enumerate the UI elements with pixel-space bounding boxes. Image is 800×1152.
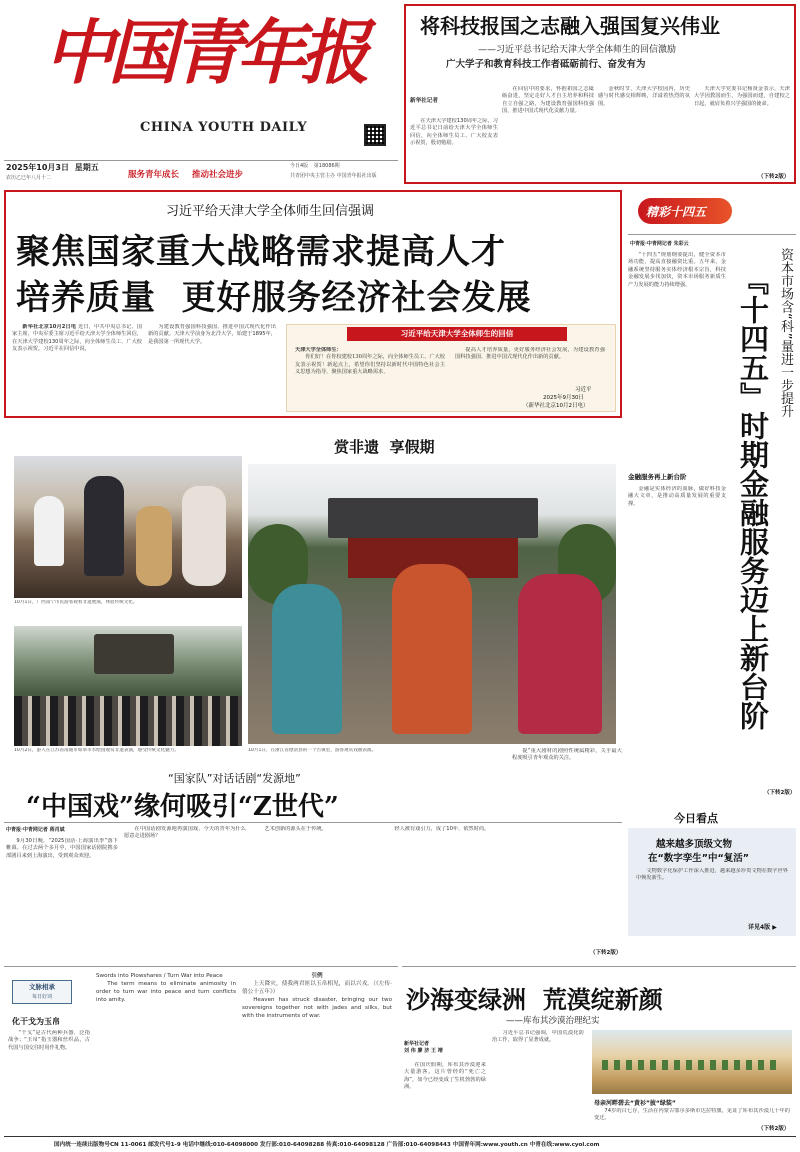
letter-source: （新华社北京10月2日电） <box>523 403 589 409</box>
opera-col-4: 轻人被有戏引力，成了10年、依然时尚。 <box>394 826 490 832</box>
opera-col-1: 9月30日晚，“2025国话·上海演出季”落下帷幕。在过去两个多月中，中国国家话剧院携多部剧目来到上海演出，受到观众欢迎。 <box>6 838 118 859</box>
top-story-box <box>404 4 796 184</box>
desert-col-1: 在国庆假期，库布其沙漠迎来大量游客。这片曾经的“死亡之海”，如今已经变成了生机勃勃的绿洲。 <box>404 1062 486 1091</box>
column-label-2: 每日好词 <box>31 994 52 1000</box>
lunar-date: 农历乙巳年八月十二 <box>6 175 52 181</box>
top-story-byline: 新华社记者 <box>410 98 438 104</box>
slogan-1: 服务青年成长 <box>128 170 180 180</box>
masthead-date <box>6 162 99 173</box>
column-en-body: Swords into Plowshares / Turn War into Peace The term means to eliminate animosity in order to turn war into peace and turn conflicts into amity. <box>96 973 236 1003</box>
sidebar-continued[interactable]: （下转2版） <box>764 790 796 796</box>
today-body: 文物数字化保护工作深入推进，越来越多珍贵文物在数字世界中焕发新生。 <box>636 868 788 882</box>
slogan <box>128 168 243 180</box>
photo-feature-headline: 赏非遗 享假期 <box>334 438 435 456</box>
lead-story-col-2: 为建设教育强国科技强国、推进中国式现代化作出新的贡献。天津大学前身为北洋大学，始建于1895年，是我国第一所现代大学。 <box>148 324 276 345</box>
today-see-page[interactable]: 详见4版 ▶ <box>748 924 777 931</box>
sidebar-byline: 中青报·中青网记者 朱彩云 <box>630 241 689 247</box>
sidebar-logo <box>638 198 732 224</box>
qr-code-icon <box>364 124 386 146</box>
opera-col-2: 在中国话剧发源地再演国戏，今天的青年为什么愿意走进剧场？ <box>124 826 246 840</box>
slogan-2: 推动社会进步 <box>191 170 243 180</box>
footer-rule <box>4 1136 796 1137</box>
desert-continued[interactable]: （下转2版） <box>758 1126 790 1132</box>
today-headline-2: 在“数字孪生”中“复活” <box>648 853 749 864</box>
sidebar-vertical-subhead: 资本市场含“科”量进一步提升 <box>778 248 793 418</box>
masthead-english: CHINA YOUTH DAILY <box>140 120 308 135</box>
photo-caption-2: 10月2日，游人在江苏省南通市如皋市水绘园观赏非遗表演，感受传统文化魅力。 <box>14 748 179 753</box>
footer-info: 国内统一连续出版物号CN 11-0061 邮发代号1-9 电话中继线:010-64098000 发行部:010-64098288 传真:010-64098128 广告部:010-64098443 中国青年网:www.youth.cn 中青在线:www.cyol.com <box>54 1142 600 1148</box>
lead-story-headline-1: 聚焦国家重大战略需求提高人才 <box>16 232 506 272</box>
opera-col-5: 提“重大剧材的剧照性统属精彩，关乎最大程度吸引青年观众的关注。 <box>512 748 622 762</box>
letter-body-1: 天津大学全体师生： 你们好！在你校建校130周年之际，向全体师生员工、广大校友表示祝贺！新起点上，希望你们坚持以新时代中国特色社会主义思想为指导，聚焦国家重大战略需求， <box>295 347 445 376</box>
today-box <box>628 806 796 936</box>
desert-headline: 沙海变绿洲 荒漠绽新颜 <box>406 985 663 1014</box>
opera-continued[interactable]: （下转2版） <box>590 950 622 956</box>
masthead <box>0 0 400 186</box>
weekday: 星期五 <box>74 163 99 172</box>
sidebar-body-2: 金融是实体经济的血脉，做好科技金融大文章，是推动高质量发展的重要支撑。 <box>628 486 726 507</box>
opera-kicker: “国家队”对话话剧“发源地” <box>168 772 301 785</box>
publisher: 共青团中央主管主办 中国青年报社出版 <box>290 173 377 179</box>
photo-nanning-performance <box>14 456 242 598</box>
sidebar-logo-text: 精彩十四五 <box>646 205 707 219</box>
lead-story-kicker: 习近平给天津大学全体师生回信强调 <box>166 204 375 219</box>
opera-byline: 中青报·中青网记者 蒋肖斌 <box>6 827 65 833</box>
column-cn-body: “干戈”是古代两种兵器，泛指战争；“玉帛”指玉器和丝织品，古代国与国交往时用作礼物。 <box>8 1030 90 1051</box>
photo-deqing-opera <box>248 464 616 744</box>
dateline: 新华社北京10月2日电 <box>22 324 77 330</box>
photo-caption-1: 10月1日，广西南宁市民游客观看非遗展演，体验传统文化。 <box>14 600 138 605</box>
photo-rugao-garden <box>14 626 242 746</box>
performer-right <box>518 574 602 734</box>
sidebar-body: “十四五”规划纲要提出，健全资本市场功能，提高直接融资比重。五年来，金融系统坚持服务实体经济根本宗旨，科技金融发展步伐加快，资本市场服务新质生产力发展的能力持续增强。 <box>628 252 726 288</box>
column-mid-title: 引例 <box>311 973 323 979</box>
column-box <box>4 966 398 1134</box>
lead-story-headline-2: 培养质量 更好服务经济社会发展 <box>16 278 532 318</box>
photo-caption-3: 10月1日，在浙江省德清县的一个古镇里，游客观赏戏曲表演。 <box>248 748 377 753</box>
column-en-title: Swords into Plowshares / Turn War into Peace <box>96 973 223 979</box>
opera-col-3: 艺术创新的源头在于传统。 <box>264 826 327 832</box>
lead-story-col-1: 新华社北京10月2日电 近日，中共中央总书记、国家主席、中央军委主席习近平给天津大学全体师生回信，在天津大学建校130周年之际，向全体师生员工、广大校友表示祝贺。习近平在回信中说， <box>12 324 142 353</box>
masthead-rule <box>4 160 398 161</box>
top-story-continued[interactable]: （下转2版） <box>758 174 790 180</box>
top-story-subhead-2: 广大学子和教育科技工作者砥砺前行、奋发有为 <box>446 59 646 70</box>
letter-sign: 习近平 <box>575 387 592 393</box>
top-story-col-2: 在回信中的要求，怀抱祖国之志砥砺奋进，坚定走好人才自主培养和科技自立自强之路，为建设教育强国科技强国，推进中国式现代化贡献力量。 <box>502 86 594 115</box>
desert-col-4: 74岁的白七存，生活在内蒙古鄂尔多斯市达拉特旗，见证了库布其沙漠几十年的变迁。 <box>594 1108 790 1122</box>
letter-greeting: 天津大学全体师生： <box>295 347 342 353</box>
column-badge <box>12 980 72 1004</box>
sidebar-vertical-headline: 『十四五』时期金融服务迈上新台阶 <box>736 266 770 730</box>
top-story-subhead-1: ——习近平总书记给天津大学全体师生的回信激励 <box>478 45 677 55</box>
top-story-col-3: 金秋时节，天津大学校园内，历史感与时代感交相辉映，洋溢着热烈的氛围。 <box>598 86 690 107</box>
desert-story <box>402 966 796 1134</box>
top-story-col-1: 在天津大学建校130周年之际，习近平总书记日前给天津大学全体师生回信，向全体师生员工、广大校友表示祝贺，殷切勉励。 <box>410 118 498 147</box>
desert-byline: 新华社记者 刘 伟 廖 济 王 靖 <box>404 1041 443 1054</box>
letter-date: 2025年9月30日 <box>543 395 584 401</box>
desert-subhead: ——库布其沙漠治理纪实 <box>506 1016 600 1026</box>
desert-col-2: 习近平总书记强调，中国荒漠化防治工作，取得了显著成就。 <box>492 1030 584 1044</box>
lead-story-box <box>4 190 622 418</box>
issue-pages: 今日4版 <box>290 163 309 169</box>
today-headline-1: 越来越多顶级文物 <box>656 839 733 850</box>
photo-feature <box>4 424 622 762</box>
column-title: 化干戈为玉帛 <box>12 1017 60 1026</box>
today-title: 今日看点 <box>674 812 718 825</box>
photo-desert <box>592 1030 792 1094</box>
letter-body-2: 提高人才培养质量，更好服务经济社会发展，为建设教育强国科技强国、推进中国式现代化作出新的贡献。 <box>455 347 605 361</box>
performer-center <box>392 564 472 734</box>
issue-number: 第18086期 <box>313 163 340 169</box>
column-mid: 引例 上天降灾，使我两君匪以玉帛相见，而以兴戎。（《左传·僖公十五年》） Heaven has struck disaster, bringing our two sovereigns together not with jades and silks, but with the instruments of war. <box>242 973 392 1019</box>
desert-subhead-2: 母亲河畔碧去“黄衫”披“绿装” <box>594 1100 676 1107</box>
letter-box <box>286 324 616 412</box>
sidebar-column <box>628 190 796 802</box>
issue-info <box>290 162 340 169</box>
top-story-col-4: 天津大学党委书记杨贤金表示，天津大学因教国而生，为强国而建，自建校之日起，就肩负着兴学强国的使命。 <box>694 86 790 107</box>
masthead-logo: 中国青年报 <box>44 11 364 94</box>
date: 2025年10月3日 <box>6 163 69 172</box>
column-label-1: 文脉相承 <box>29 983 55 991</box>
opera-headline: “中国戏”缘何吸引“Z世代” <box>26 792 339 822</box>
letter-title: 习近平给天津大学全体师生的回信 <box>347 327 567 341</box>
top-story-headline: 将科技报国之志融入强国复兴伟业 <box>420 14 720 38</box>
sidebar-subhead: 金融服务再上新台阶 <box>628 473 687 481</box>
performer-left <box>272 584 342 734</box>
